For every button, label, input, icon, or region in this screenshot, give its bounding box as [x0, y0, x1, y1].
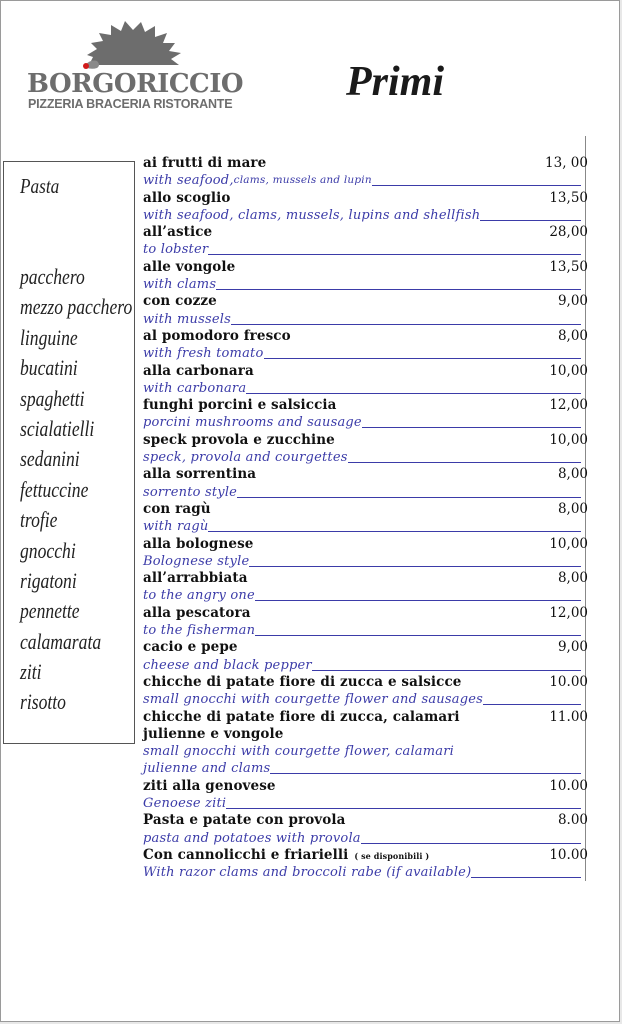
dish-name — [143, 328, 291, 345]
description-text: porcini mushrooms and sausage — [143, 415, 362, 431]
dish-description — [143, 830, 581, 847]
dish-name — [143, 259, 235, 276]
dish-description — [143, 553, 581, 570]
underline-rule — [216, 289, 581, 290]
dish-name-text: alle vongole — [143, 258, 236, 275]
menu-item — [142, 674, 590, 709]
dish-name — [143, 570, 248, 587]
dish-price: 11.00 — [549, 708, 588, 725]
dish-price: 8,00 — [557, 570, 588, 587]
dish-description — [143, 276, 581, 293]
dish-description — [143, 587, 581, 604]
dish-name — [143, 812, 345, 829]
pasta-type-item: rigatoni — [20, 567, 77, 593]
description-text: sorrento style — [143, 484, 238, 500]
pasta-type-item: spaghetti — [20, 385, 85, 411]
dish-name-text: al pomodoro fresco — [143, 327, 291, 344]
description-text: small gnocchi with courgette flower, calamari — [143, 744, 454, 760]
dish-price: 10,00 — [549, 362, 588, 379]
dish-price: 9,00 — [557, 639, 588, 656]
description-text: with fresh tomato — [143, 346, 264, 362]
underline-rule — [348, 462, 581, 463]
pasta-box-title: Pasta — [20, 174, 60, 198]
dish-name-text: funghi porcini e salsiccia — [143, 397, 337, 414]
pasta-type-item: gnocchi — [20, 537, 76, 563]
menu-item — [142, 259, 590, 294]
availability-note: ( se disponibili ) — [354, 850, 430, 861]
dish-price: 28,00 — [549, 224, 588, 241]
dish-name — [143, 155, 266, 172]
menu-item — [142, 466, 590, 501]
menu-item — [142, 812, 590, 847]
description-text: to the angry one — [143, 588, 255, 604]
underline-rule — [471, 877, 581, 878]
dish-name — [143, 674, 461, 691]
dish-name-text: Pasta e patate con provola — [143, 812, 346, 829]
hedgehog-icon — [83, 21, 191, 71]
dish-price: 10,00 — [549, 431, 588, 448]
menu-item — [142, 293, 590, 328]
dish-description — [143, 414, 581, 431]
dish-description — [143, 518, 581, 535]
dish-name-text: alla carbonara — [143, 362, 254, 379]
dish-price: 10.00 — [549, 846, 588, 863]
underline-rule — [362, 427, 581, 428]
dish-price: 13,50 — [549, 189, 588, 206]
description-text: With razor clams and broccoli rabe (if available) — [143, 865, 472, 881]
dish-name — [143, 639, 238, 656]
dish-name-text: alla sorrentina — [143, 466, 257, 483]
dish-price: 8.00 — [557, 812, 588, 829]
brand-name: BORGORICCIO — [27, 69, 244, 99]
dish-price: 10,00 — [549, 535, 588, 552]
menu-item — [142, 709, 590, 778]
pasta-type-item: trofie — [20, 507, 58, 533]
underline-rule — [231, 324, 581, 325]
dish-name — [143, 536, 253, 553]
underline-rule — [372, 185, 581, 186]
description-text: with ragù — [143, 519, 209, 535]
description-text: with carbonara — [143, 380, 247, 396]
dish-price: 13,50 — [549, 258, 588, 275]
menu-item — [142, 847, 590, 882]
menu-item — [142, 639, 590, 674]
underline-rule — [208, 254, 581, 255]
description-text: to lobster — [143, 242, 209, 258]
dish-price: 12,00 — [549, 397, 588, 414]
description-text: Bolognese style — [143, 553, 250, 569]
dish-name — [143, 224, 212, 241]
dish-name-text: all’arrabbiata — [143, 570, 248, 587]
underline-rule — [237, 497, 581, 498]
description-text: to the fisherman — [143, 623, 256, 639]
description-text: Genoese ziti — [143, 795, 227, 811]
pasta-type-item: bucatini — [20, 355, 78, 381]
pasta-type-item: mezzo pacchero — [20, 294, 133, 320]
underline-rule — [246, 393, 581, 394]
pasta-types-list — [20, 262, 160, 718]
dish-description — [143, 691, 581, 708]
pasta-types-box — [3, 161, 135, 744]
underline-rule — [312, 670, 581, 671]
section-title: Primi — [346, 59, 445, 105]
dish-price: 13, 00 — [545, 155, 588, 171]
dish-description — [143, 484, 581, 501]
description-text: with seafood, — [143, 173, 234, 189]
dish-description — [143, 380, 581, 397]
pasta-type-item: fettuccine — [20, 476, 89, 502]
menu-list — [142, 155, 590, 881]
underline-rule — [255, 635, 581, 636]
dish-name — [143, 847, 429, 865]
underline-rule — [255, 600, 581, 601]
brand-tagline: PIZZERIA BRACERIA RISTORANTE — [28, 97, 233, 111]
dish-name — [143, 363, 254, 380]
dish-description — [143, 207, 581, 224]
dish-name-text: chicche di patate fiore di zucca, calamari — [143, 708, 460, 725]
menu-item — [142, 605, 590, 640]
dish-name — [143, 293, 217, 310]
dish-name-text: ai frutti di mare — [143, 155, 267, 171]
dish-price: 12,00 — [549, 604, 588, 621]
dish-price: 8,00 — [557, 500, 588, 517]
menu-item — [142, 778, 590, 813]
dish-description — [143, 743, 454, 760]
underline-rule — [270, 773, 581, 774]
dish-description — [143, 449, 581, 466]
description-text: pasta and potatoes with provola — [143, 830, 361, 846]
pasta-type-item: calamarata — [20, 628, 102, 654]
dish-price: 8,00 — [557, 327, 588, 344]
underline-rule — [480, 220, 581, 221]
dish-name — [143, 432, 335, 449]
dish-price: 9,00 — [557, 293, 588, 310]
pasta-type-item: risotto — [20, 689, 66, 715]
menu-item — [142, 432, 590, 467]
dish-description — [143, 311, 581, 328]
menu-item — [142, 536, 590, 571]
dish-price: 8,00 — [557, 466, 588, 483]
dish-description — [143, 795, 581, 812]
dish-price: 10.00 — [549, 673, 588, 690]
dish-name — [143, 709, 460, 726]
underline-rule — [361, 843, 581, 844]
dish-name-text: con ragù — [143, 500, 211, 517]
pasta-type-item: pennette — [20, 598, 80, 624]
menu-item — [142, 501, 590, 536]
underline-rule — [264, 358, 582, 359]
menu-item — [142, 155, 590, 190]
menu-item — [142, 397, 590, 432]
dish-name — [143, 466, 256, 483]
dish-name — [143, 501, 211, 518]
description-text: speck, provola and courgettes — [143, 450, 348, 466]
description-text: cheese and black pepper — [143, 657, 312, 673]
dish-description — [143, 760, 581, 777]
dish-price: 10.00 — [549, 777, 588, 794]
dish-description — [143, 622, 581, 639]
dish-description — [143, 864, 581, 881]
dish-name-continued: julienne e vongole — [143, 725, 284, 742]
dish-name-text: all’astice — [143, 224, 213, 241]
description-text: with mussels — [143, 311, 231, 327]
dish-name-text: chicche di patate fiore di zucca e salsicce — [143, 673, 462, 690]
menu-item — [142, 363, 590, 398]
description-text: small gnocchi with courgette flower and sausages — [143, 692, 483, 708]
underline-rule — [226, 808, 581, 809]
menu-item — [142, 224, 590, 259]
pasta-type-item: ziti — [20, 659, 42, 685]
pasta-type-item: scialatielli — [20, 415, 95, 441]
dish-description — [143, 345, 581, 362]
dish-name — [143, 190, 230, 207]
pasta-type-item: sedanini — [20, 446, 80, 472]
dish-name-text: Con cannolicchi e friarielli — [143, 846, 349, 863]
underline-rule — [249, 566, 581, 567]
dish-name — [143, 397, 336, 414]
dish-description — [143, 241, 581, 258]
dish-name-text: con cozze — [143, 293, 217, 310]
dish-name — [143, 778, 276, 795]
dish-description — [143, 657, 581, 674]
menu-item — [142, 190, 590, 225]
pasta-type-item: pacchero — [20, 264, 85, 289]
dish-name — [143, 605, 251, 622]
description-text: with clams — [143, 277, 217, 293]
menu-item — [142, 328, 590, 363]
description-text: with seafood, clams, mussels, lupins and shellfish — [143, 207, 481, 223]
dish-name-text: allo scoglio — [143, 189, 231, 206]
dish-name-text: speck provola e zucchine — [143, 431, 335, 448]
description-text: julienne and clams — [143, 761, 271, 777]
dish-name-text: ziti alla genovese — [143, 777, 276, 794]
underline-rule — [483, 704, 581, 705]
dish-name-text: alla bolognese — [143, 535, 254, 552]
underline-rule — [208, 531, 581, 532]
logo — [27, 21, 257, 111]
dish-name-text: cacio e pepe — [143, 639, 238, 656]
description-small-text: clams, mussels and lupin — [233, 174, 372, 187]
menu-item — [142, 570, 590, 605]
pasta-type-item: linguine — [20, 324, 78, 350]
dish-description — [143, 172, 581, 189]
dish-name-text: alla pescatora — [143, 604, 251, 621]
